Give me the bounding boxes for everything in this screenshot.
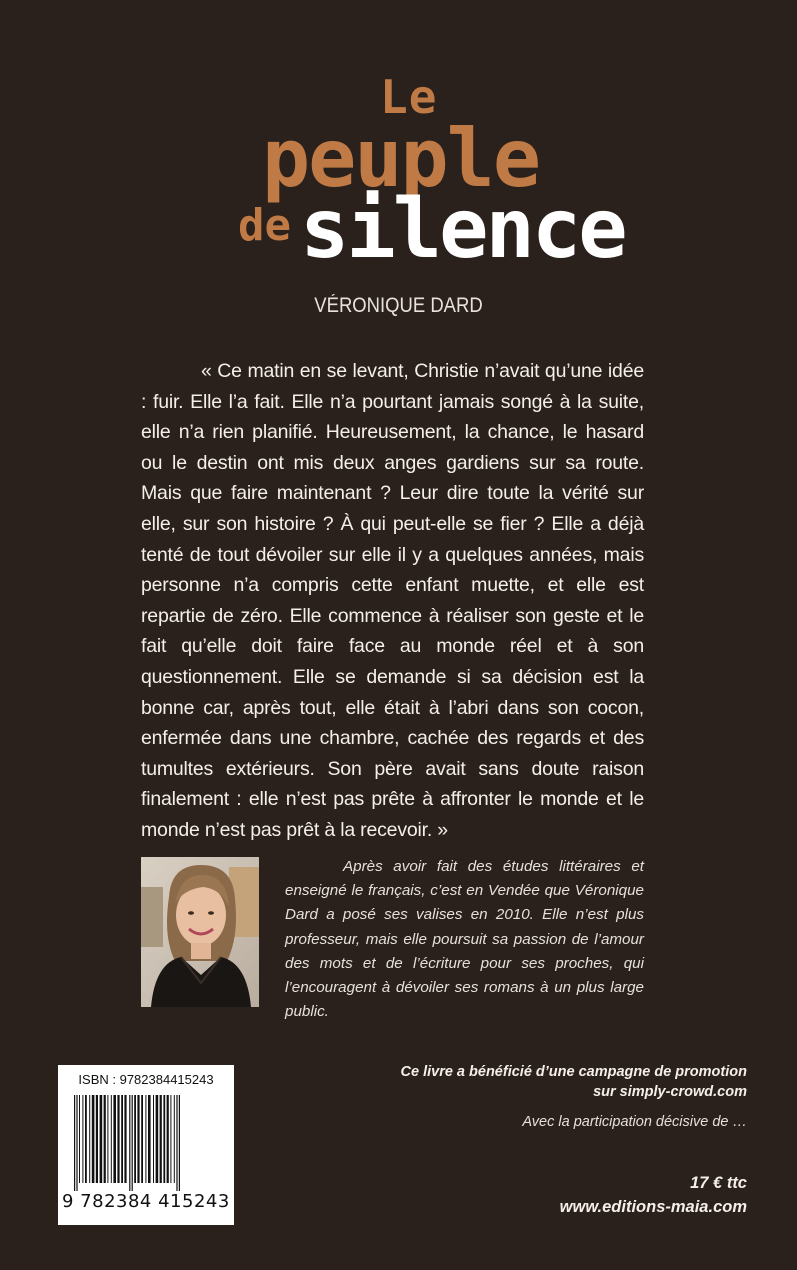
barcode-bar [176,1095,177,1191]
participation-note: Avec la participation décisive de … [522,1114,747,1130]
barcode-bar [113,1095,116,1183]
author-portrait-image [141,857,259,1007]
isbn-label: ISBN : 9782384415243 [78,1072,214,1087]
promotion-note [360,1062,747,1102]
title-word-silence: silence [300,182,625,277]
barcode-bar [129,1095,130,1191]
barcode-icon [72,1095,222,1191]
barcode-bar [96,1095,98,1183]
barcode-bar [111,1095,112,1183]
title-word-peuple: peuple [262,112,539,205]
barcode-bar [167,1095,169,1183]
barcode-bar [92,1095,95,1183]
barcode-bar [160,1095,162,1183]
publisher-website: www.editions-maia.com [559,1198,747,1216]
barcode-bar [163,1095,165,1183]
barcode-bar [74,1095,75,1191]
barcode-bar [174,1095,175,1183]
barcode-bar [156,1095,159,1183]
price: 17 € ttc [690,1174,747,1192]
author-bio: Après avoir fait des études littéraires et enseigné le français, c’est en Vendée que Véronique Dard a posé ses valises en 2010. Elle n’est plus professeur, mais elle poursuit sa passion de l’amour des mots et de l’écriture pour ses proches, qui l’encouragent à dévoiler ses romans à un plus large public. [285,858,644,1021]
isbn-barcode [58,1065,234,1225]
barcode-bar [104,1095,106,1183]
barcode-bar [148,1095,151,1183]
barcode-bar [76,1095,77,1191]
barcode-bar [117,1095,119,1183]
barcode-bar [137,1095,139,1183]
barcode-bar [170,1095,171,1183]
title-word-de: de [238,200,291,251]
barcode-bar [100,1095,103,1183]
barcode-bar [89,1095,90,1183]
barcode-bar [107,1095,108,1183]
barcode-bar [134,1095,136,1183]
promotion-line-2: sur simply-crowd.com [593,1084,747,1100]
title-word-le: Le [380,70,438,124]
barcode-bar [124,1095,126,1183]
author-photo [141,857,259,1007]
back-cover-blurb: « Ce matin en se levant, Christie n’avait qu’une idée : fuir. Elle l’a fait. Elle n’a pourtant jamais songé à la suite, elle n’a rien planifié. Heureusement, la chance, le hasard ou le destin ont mis deux anges gardiens sur sa route. Mais que faire maintenant ? Leur dire toute la vérité sur elle, sur son histoire ? À qui peut-elle se fier ? Elle a déjà tenté de tout dévoiler sur elle il y a quelques années, mais personne n’a compris cette enfant muette, et elle est repartie de zéro. Elle commence à réaliser son geste et le fait qu’elle doit faire face au monde réel et à son questionnement. Elle se demande si sa décision est la bonne car, après tout, elle était à l’abri dans son cocon, enfermée dans une chambre, cachée des regards et des tumultes extérieurs. Son père avait sans doute raison finalement : elle n’est pas prête à affronter le monde et le monde n’est pas prêt à la recevoir. » [141,360,644,841]
author-name: VÉRONIQUE DARD [314,294,483,317]
barcode-bar [121,1095,123,1183]
barcode-bar [82,1095,83,1183]
barcode-bar [145,1095,146,1183]
barcode-bar [141,1095,143,1183]
book-title [0,60,797,277]
promotion-line-1: Ce livre a bénéficié d’une campagne de promotion [400,1064,747,1080]
barcode-bar [179,1095,180,1191]
barcode-digits: 9 782384 415243 [62,1191,230,1212]
barcode-bar [153,1095,154,1183]
barcode-bar [85,1095,87,1183]
barcode-bar [79,1095,80,1183]
barcode-bar [132,1095,133,1191]
